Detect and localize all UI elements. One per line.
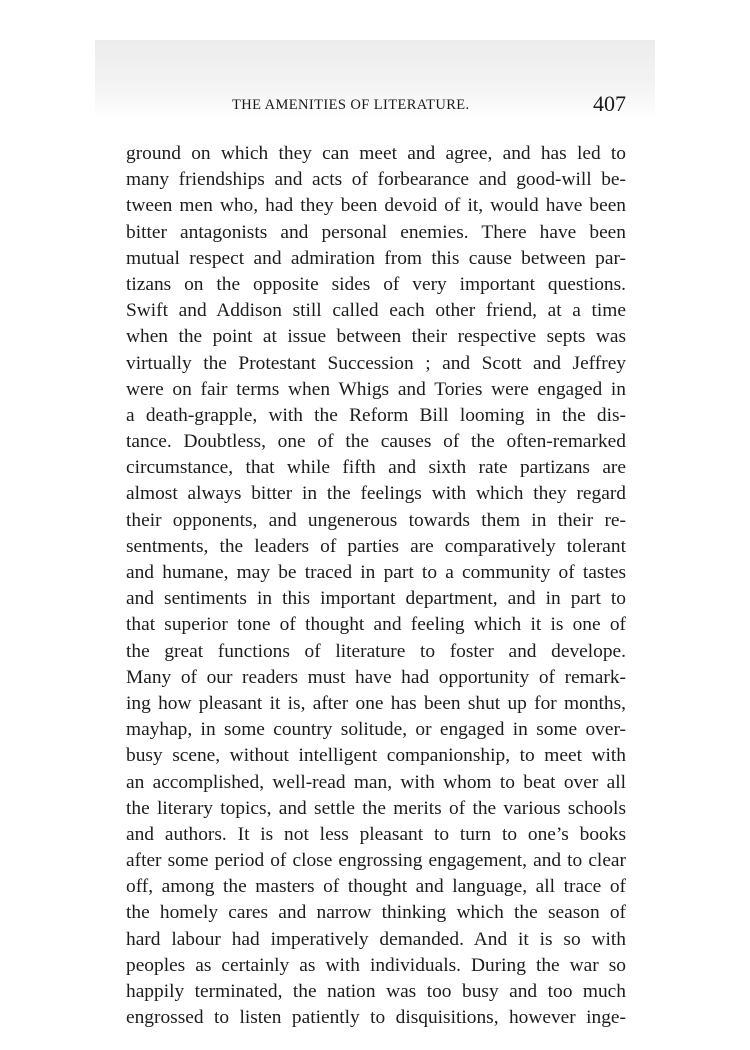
text-line: busy scene, without intelligent companionship, to meet with <box>126 745 626 767</box>
text-line: after some period of close engrossing engagement, and to clear <box>126 850 626 872</box>
text-line: and sentiments in this important department, and in part to <box>126 588 626 610</box>
text-line: the literary topics, and settle the merits of the various schools <box>126 797 626 819</box>
text-line: virtually the Protestant Succession ; and Scott and Jeffrey <box>126 352 626 374</box>
text-line: peoples as certainly as with individuals. During the war so <box>126 954 626 976</box>
running-header <box>232 91 632 121</box>
text-line: their opponents, and ungenerous towards them in their re- <box>126 509 626 531</box>
text-line: almost always bitter in the feelings with which they regard <box>126 483 626 505</box>
text-line: Swift and Addison still called each other friend, at a time <box>126 300 626 322</box>
text-line: hard labour had imperatively demanded. And it is so with <box>126 928 626 950</box>
text-line: mutual respect and admiration from this cause between par- <box>126 247 626 269</box>
text-line: off, among the masters of thought and language, all trace of <box>126 876 626 898</box>
text-line: the great functions of literature to foster and develope. <box>126 640 626 662</box>
body-text <box>126 141 626 1031</box>
text-line: were on fair terms when Whigs and Tories were engaged in <box>126 378 626 400</box>
text-line: happily terminated, the nation was too busy and too much <box>126 981 626 1002</box>
page-number: 407 <box>593 91 626 116</box>
text-line: ing how pleasant it is, after one has been shut up for months, <box>126 692 626 714</box>
running-title: THE AMENITIES OF LITERATURE. <box>232 97 470 113</box>
text-line: that superior tone of thought and feeling which it is one of <box>126 614 626 636</box>
text-line: when the point at issue between their respective septs was <box>126 326 626 348</box>
text-line: and authors. It is not less pleasant to turn to one’s books <box>126 823 626 845</box>
text-line: bitter antagonists and personal enemies. There have been <box>126 221 626 243</box>
text-line: and humane, may be traced in part to a community of tastes <box>126 562 626 583</box>
text-line: the homely cares and narrow thinking which the season of <box>126 902 626 924</box>
text-line: sentments, the leaders of parties are comparatively tolerant <box>126 535 626 557</box>
text-line: a death-grapple, with the Reform Bill looming in the dis- <box>126 404 626 426</box>
text-line: Many of our readers must have had opportunity of remark- <box>126 666 626 688</box>
text-line: many friendships and acts of forbearance and good-will be- <box>126 169 626 191</box>
text-line: tizans on the opposite sides of very important questions. <box>126 273 626 295</box>
text-line: an accomplished, well-read man, with whom to beat over all <box>126 771 626 793</box>
text-line: circumstance, that while fifth and sixth rate partizans are <box>126 457 626 479</box>
text-line: mayhap, in some country solitude, or engaged in some over- <box>126 719 626 741</box>
text-line: tween men who, had they been devoid of it, would have been <box>126 195 626 217</box>
text-line: engrossed to listen patiently to disquisitions, however inge- <box>126 1007 626 1029</box>
text-line: ground on which they can meet and agree, and has led to <box>126 143 626 164</box>
text-line: tance. Doubtless, one of the causes of the often-remarked <box>126 431 626 453</box>
